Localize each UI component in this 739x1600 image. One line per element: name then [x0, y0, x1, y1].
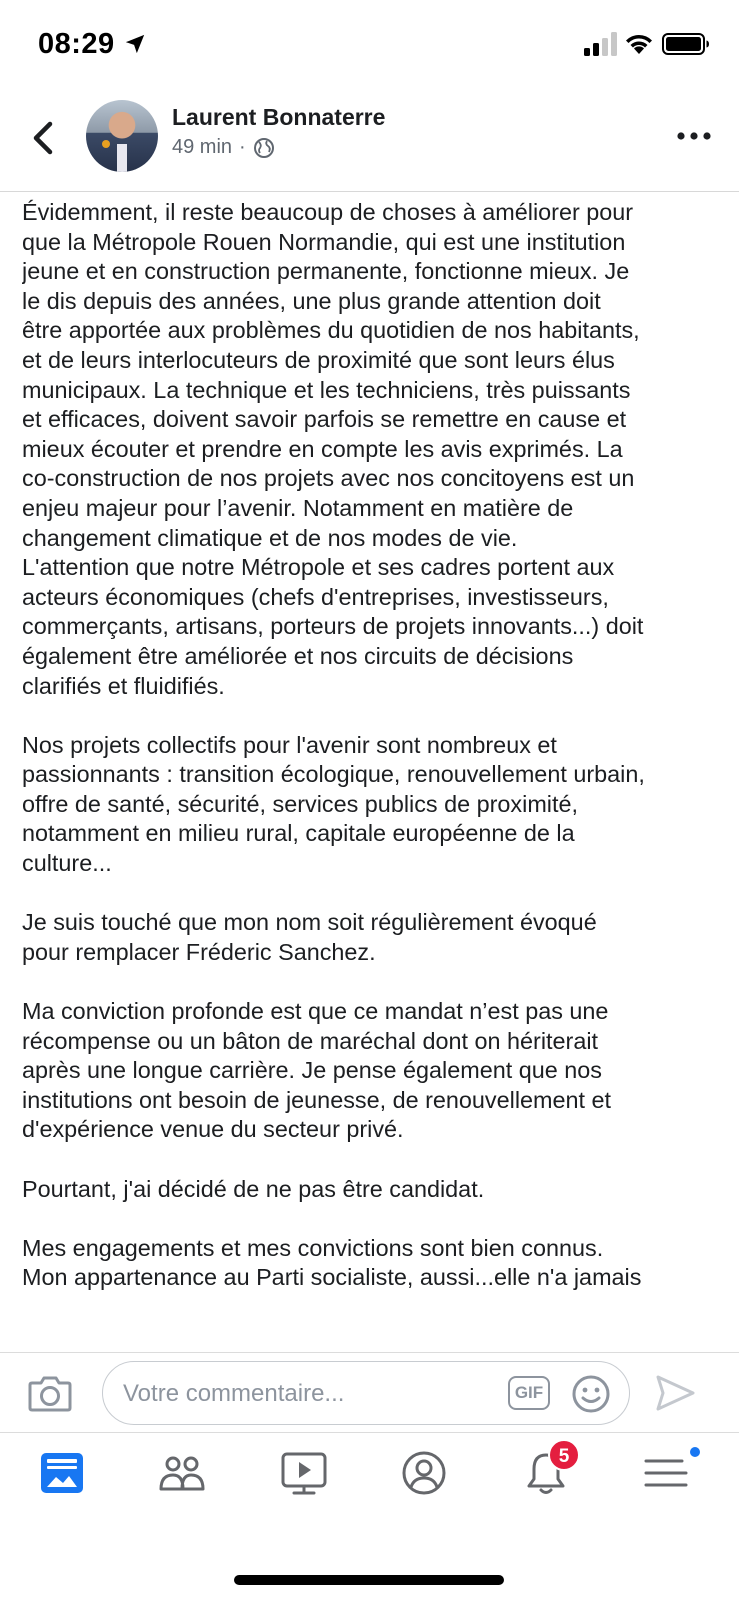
post-line: Nos projets collectifs pour l'avenir sont nombreux et	[22, 731, 557, 758]
comment-bar	[0, 1352, 739, 1432]
post-line: offre de santé, sécurité, services publics de proximité,	[22, 790, 579, 817]
post-line: et de leurs interlocuteurs de proximité que sont leurs élus	[22, 346, 615, 373]
post-line: commerçants, artisans, porteurs de projets innovants...) doit	[22, 613, 644, 640]
meta-separator: ·	[239, 136, 246, 158]
camera-icon[interactable]	[28, 1373, 72, 1413]
more-horizontal-icon[interactable]	[674, 128, 714, 144]
menu-notification-dot	[688, 1445, 702, 1459]
post-line: notamment en milieu rural, capitale européenne de la	[22, 820, 575, 847]
news-feed-icon[interactable]	[38, 1449, 86, 1497]
post-line: L'attention que notre Métropole et ses cadres portent aux	[22, 554, 615, 581]
comment-placeholder: Votre commentaire...	[123, 1380, 345, 1407]
post-line: Ma conviction profonde est que ce mandat n’est pas une	[22, 998, 609, 1025]
location-arrow-icon	[124, 33, 146, 55]
post-line: Mes engagements et mes convictions sont bien connus.	[22, 1234, 604, 1261]
watch-video-icon[interactable]	[280, 1449, 328, 1497]
wifi-icon	[624, 30, 654, 56]
post-line: co-construction de nos projets avec nos concitoyens est un	[22, 465, 635, 492]
post-line: enjeu majeur pour l’avenir. Notamment en matière de	[22, 494, 574, 521]
battery-icon	[662, 32, 710, 56]
smiley-icon[interactable]	[571, 1374, 611, 1414]
post-line: être apportée aux problèmes du quotidien de nos habitants,	[22, 317, 640, 344]
globe-icon	[253, 137, 275, 159]
status-bar	[0, 0, 739, 88]
post-header	[0, 88, 739, 192]
post-line: Évidemment, il reste beaucoup de choses à améliorer pour	[22, 199, 634, 225]
post-line: et efficaces, doivent savoir parfois se remettre en cause et	[22, 406, 627, 433]
profile-icon[interactable]	[400, 1449, 448, 1497]
post-line: Pourtant, j'ai décidé de ne pas être candidat.	[22, 1175, 485, 1202]
post-line: récompense ou un bâton de maréchal dont on hériterait	[22, 1027, 599, 1054]
bottom-nav	[0, 1432, 739, 1600]
post-time[interactable]: 49 min	[172, 136, 233, 158]
post-line: passionnants : transition écologique, renouvellement urbain,	[22, 761, 645, 788]
status-time: 08:29	[38, 28, 115, 60]
post-line: acteurs économiques (chefs d'entreprises, investisseurs,	[22, 583, 609, 610]
send-icon[interactable]	[654, 1373, 696, 1413]
post-line: institutions ont besoin de jeunesse, de renouvellement et	[22, 1086, 612, 1113]
post-text	[22, 198, 732, 1352]
post-line: que la Métropole Rouen Normandie, qui est une institution	[22, 228, 626, 255]
cellular-signal-icon	[584, 32, 618, 56]
avatar[interactable]	[86, 100, 158, 172]
post-line: d'expérience venue du secteur privé.	[22, 1116, 404, 1143]
post-line: jeune et en construction permanente, fonctionne mieux. Je	[22, 258, 630, 285]
post-line: mieux écouter et prendre en compte les avis exprimés. La	[22, 435, 623, 462]
post-line: pour remplacer Fréderic Sanchez.	[22, 938, 376, 965]
gif-button[interactable]: GIF	[508, 1376, 550, 1410]
post-line: après une longue carrière. Je pense également que nos	[22, 1057, 602, 1084]
post-line: Je suis touché que mon nom soit régulièrement évoqué	[22, 909, 597, 936]
home-indicator[interactable]	[234, 1575, 504, 1585]
chevron-left-icon[interactable]	[28, 118, 58, 158]
notification-badge: 5	[548, 1439, 580, 1471]
post-line: municipaux. La technique et les techniciens, très puissants	[22, 376, 631, 403]
post-line: Mon appartenance au Parti socialiste, aussi...elle n'a jamais	[22, 1264, 642, 1291]
avatar-microphone	[102, 140, 110, 148]
post-line: clarifiés et fluidifiés.	[22, 672, 225, 699]
author-name[interactable]: Laurent Bonnaterre	[172, 104, 386, 130]
post-line: également être améliorée et nos circuits de décisions	[22, 642, 574, 669]
avatar-tie	[117, 144, 127, 172]
menu-icon[interactable]	[642, 1449, 690, 1497]
post-line: le dis depuis des années, une plus grande attention doit	[22, 287, 601, 314]
post-meta	[172, 136, 275, 159]
comment-input[interactable]	[102, 1361, 630, 1425]
friends-icon[interactable]	[158, 1449, 206, 1497]
post-line: changement climatique et de nos modes de vie.	[22, 524, 518, 551]
post-line: culture...	[22, 850, 112, 877]
